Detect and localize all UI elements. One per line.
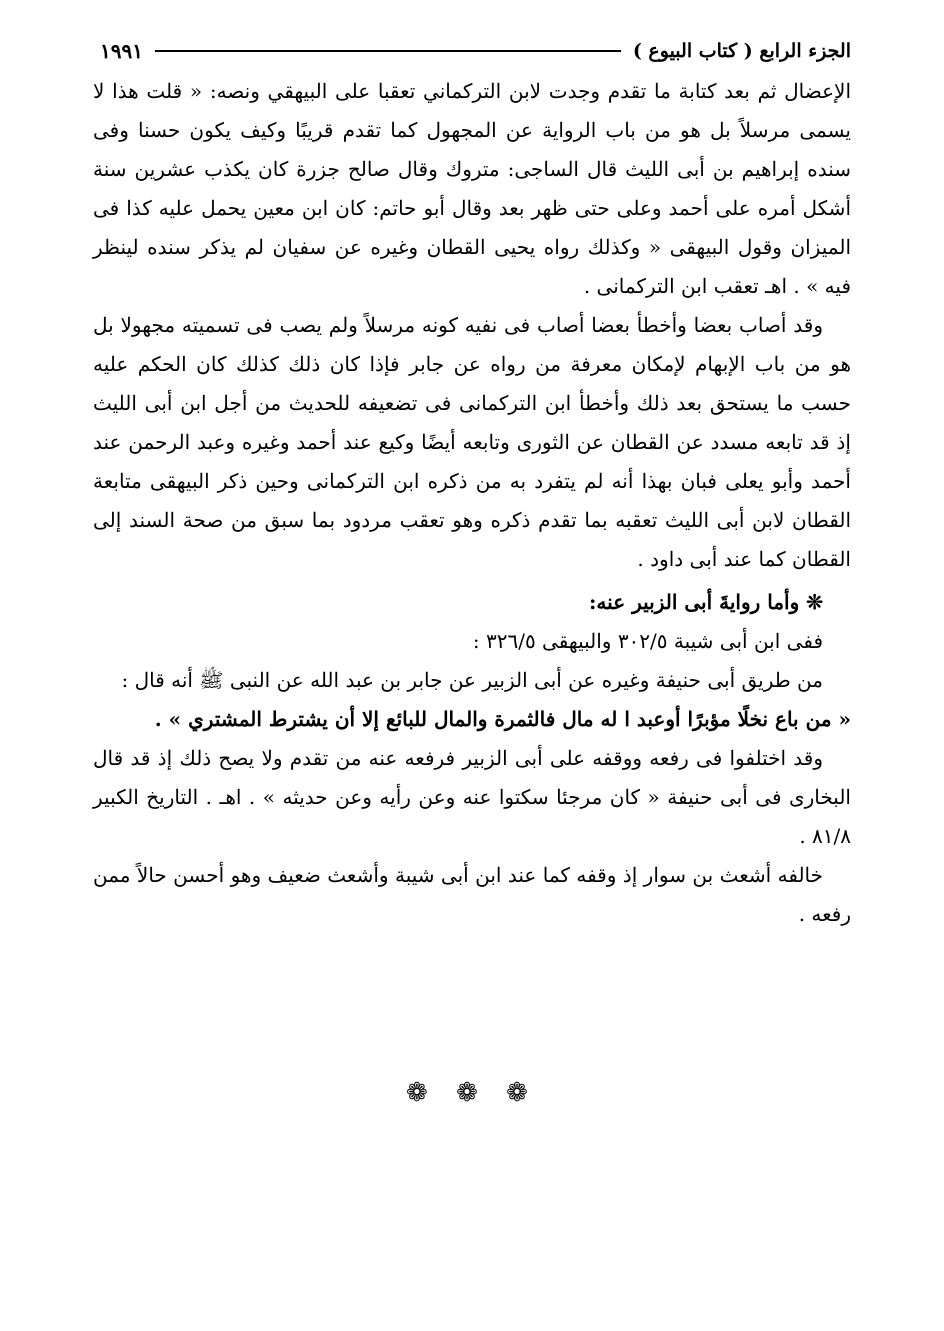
- isnad-line: من طريق أبى حنيفة وغيره عن أبى الزبير عن جابر بن عبد الله عن النبى ﷺ أنه قال :: [121, 668, 823, 692]
- section-heading: ❊ وأما روايةَ أبى الزبير عنه:: [589, 590, 823, 614]
- page-number: ١٩٩١: [100, 39, 143, 63]
- header-rule: [155, 50, 621, 52]
- section-end-ornaments: ❁ ❁ ❁: [406, 1078, 538, 1108]
- hadith-text: « من باع نخلًا مؤبرًا أوعبد ا له مال فالثمرة والمال للبائع إلا أن يشترط المشتري » .: [154, 707, 851, 731]
- source-reference: ففى ابن أبى شيبة ٣٠٢/٥ والبيهقى ٣٢٦/٥ :: [472, 629, 823, 653]
- running-title: الجزء الرابع ( كتاب البيوع ): [632, 40, 851, 62]
- paragraph-intro: الإعضال ثم بعد كتابة ما تقدم وجدت لابن التركماني تعقبا على البيهقي ونصه: « قلت هذا لا يسمى مرسلاً بل هو من باب الرواية عن المجهول كما تقدم قريبًا وكيف يكون حسنا وفى سنده إبراهيم بن أبى الليث قال الساجى: متروك وقال صالح جزرة كان يكذب عشرين سنة أشكل أمره على أحمد وعلى حتى ظهر بعد وقال أبو حاتم: كان ابن معين يحمل عليه كذا فى الميزان وقول البيهقى « وكذلك رواه يحيى القطان وغيره عن سفيان لم يذكر سنده لينظر فيه » . اهـ تعقب ابن التركمانى .: [93, 79, 851, 298]
- paragraph-ashath: خالفه أشعث بن سوار إذ وقفه كما عند ابن أبى شيبة وأشعث ضعيف وهو أحسن حالاً ممن رفعه .: [93, 863, 851, 926]
- page-body: [93, 72, 851, 934]
- paragraph-critique: وقد أصاب بعضا وأخطأ بعضا أصاب فى نفيه كونه مرسلاً ولم يصب فى تسميته مجهولا بل هو من باب الإبهام لإمكان معرفة من رواه عن جابر فإذا كان ذلك كذلك كان الحكم عليه حسب ما يستحق بعد ذلك وأخطأ ابن التركمانى فى تضعيفه للحديث من أجل ابن أبى الليث إذ قد تابعه مسدد عن القطان عن الثورى وتابعه أيضًا وكيع عند أحمد وغيره وعبد الرحمن عند أحمد وأبو يعلى فبان بهذا أنه لم يتفرد به من ذكره ابن التركمانى وحين ذكر البيهقى متابعة القطان لابن أبى الليث تعقبه بما تقدم ذكره وهو تعقب مردود بما سبق من صحة السند إلى القطان كما عند أبى داود .: [93, 313, 851, 571]
- paragraph-disagreement: وقد اختلفوا فى رفعه ووقفه على أبى الزبير فرفعه عنه من تقدم ولا يصح ذلك إذ قد قال البخارى فى أبى حنيفة « كان مرجئا سكتوا عنه وعن رأيه وعن حديثه » . اهـ . التاريخ الكبير ٨١/٨ .: [93, 746, 851, 848]
- page-header: [100, 36, 851, 66]
